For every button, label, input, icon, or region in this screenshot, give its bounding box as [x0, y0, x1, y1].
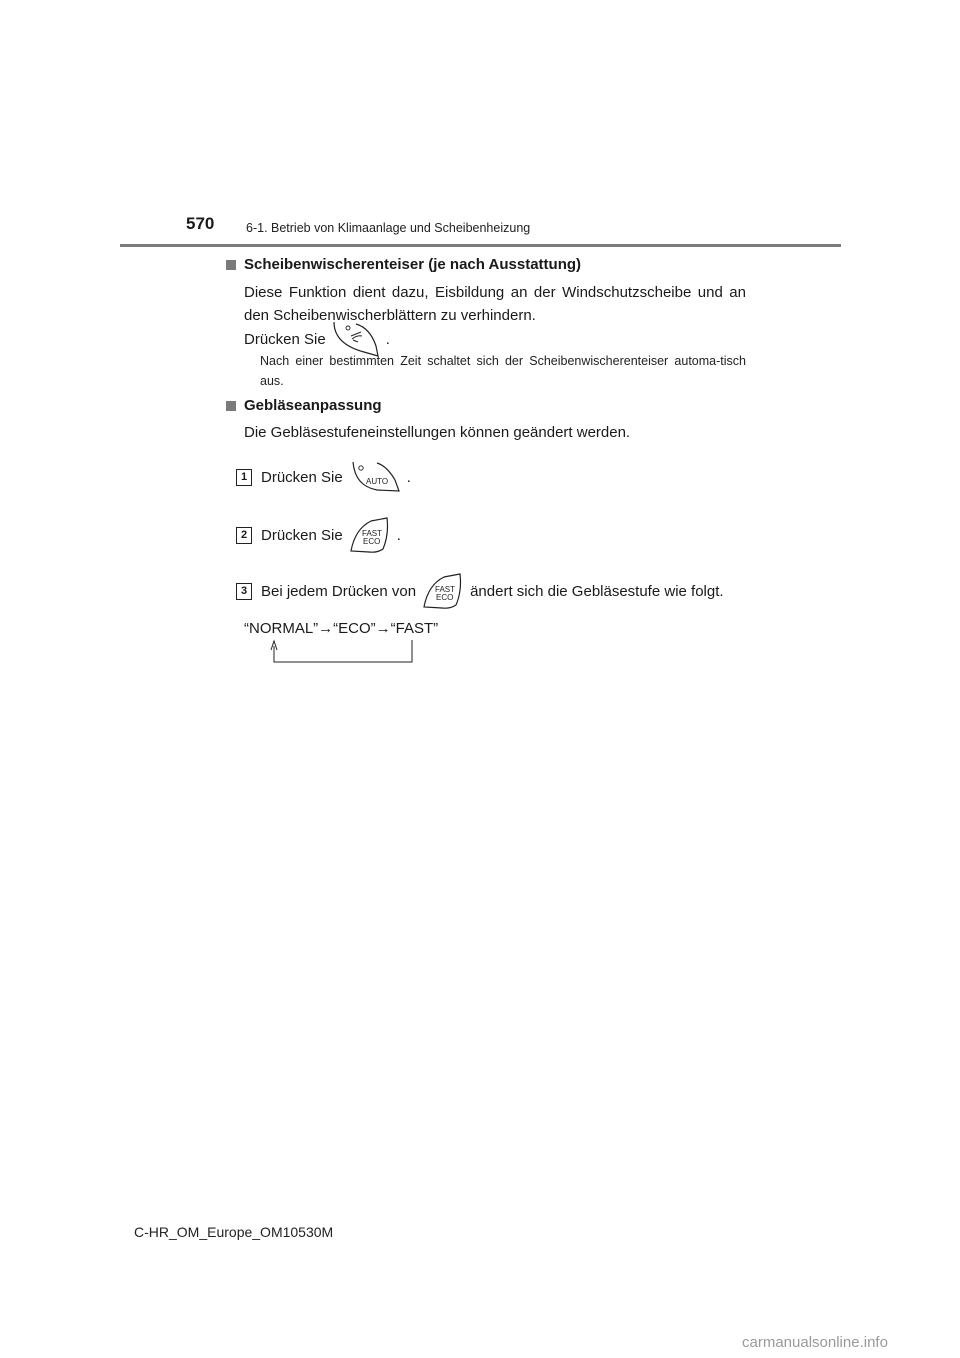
fast-eco-button-icon — [420, 571, 466, 611]
section-title-text: Gebläseanpassung — [244, 397, 382, 414]
eco-label: ECO — [362, 537, 381, 546]
section-title-wiper-deicer — [226, 256, 581, 273]
step-2 — [236, 515, 401, 555]
step-text-before: Bei jedem Drücken von — [261, 582, 417, 600]
page-number: 570 — [186, 214, 215, 233]
step-3 — [236, 571, 724, 611]
section-title-blower — [226, 397, 382, 414]
step-1 — [236, 458, 411, 496]
header-rule — [120, 244, 841, 247]
bullet-square-icon — [226, 401, 236, 411]
fast-label: FAST — [361, 529, 382, 538]
step-number: 2 — [236, 527, 252, 544]
step-text-after: ändert sich die Gebläsestufe wie folgt. — [470, 582, 724, 600]
step-number: 3 — [236, 583, 252, 600]
step-number: 1 — [236, 469, 252, 486]
fast-label: FAST — [435, 585, 456, 594]
watermark: carmanualsonline.info — [742, 1334, 888, 1351]
section1-body: Diese Funktion dient dazu, Eisbildung an der Windschutzscheibe und an den Scheibenwischerblättern zu verhindern. — [244, 284, 746, 324]
fast-eco-button-icon — [347, 515, 393, 555]
step-text-before: Drücken Sie — [261, 468, 343, 486]
manual-code: C-HR_OM_Europe_OM10530M — [134, 1224, 334, 1240]
cycle-return-arrow-icon — [266, 638, 420, 668]
step-text-before: Drücken Sie — [261, 526, 343, 544]
press-period: . — [385, 330, 390, 348]
press-text: Drücken Sie — [244, 330, 326, 348]
section-title-text: Scheibenwischerenteiser (je nach Ausstattung) — [244, 256, 582, 273]
section1-note: Nach einer bestimmten Zeit schaltet sich der Scheibenwischerenteiser automa-tisch aus. — [260, 354, 746, 388]
step-text-after: . — [396, 526, 401, 544]
blower-sequence: “NORMAL”→“ECO”→“FAST” — [244, 620, 439, 637]
auto-label: AUTO — [365, 477, 388, 486]
eco-label: ECO — [436, 593, 454, 602]
section2-body: Die Gebläsestufeneinstellungen können geändert werden. — [244, 424, 631, 441]
step-text-after: . — [406, 468, 411, 486]
chapter-heading: 6-1. Betrieb von Klimaanlage und Scheibenheizung — [246, 221, 531, 235]
auto-button-icon — [347, 458, 403, 496]
bullet-square-icon — [226, 260, 236, 270]
